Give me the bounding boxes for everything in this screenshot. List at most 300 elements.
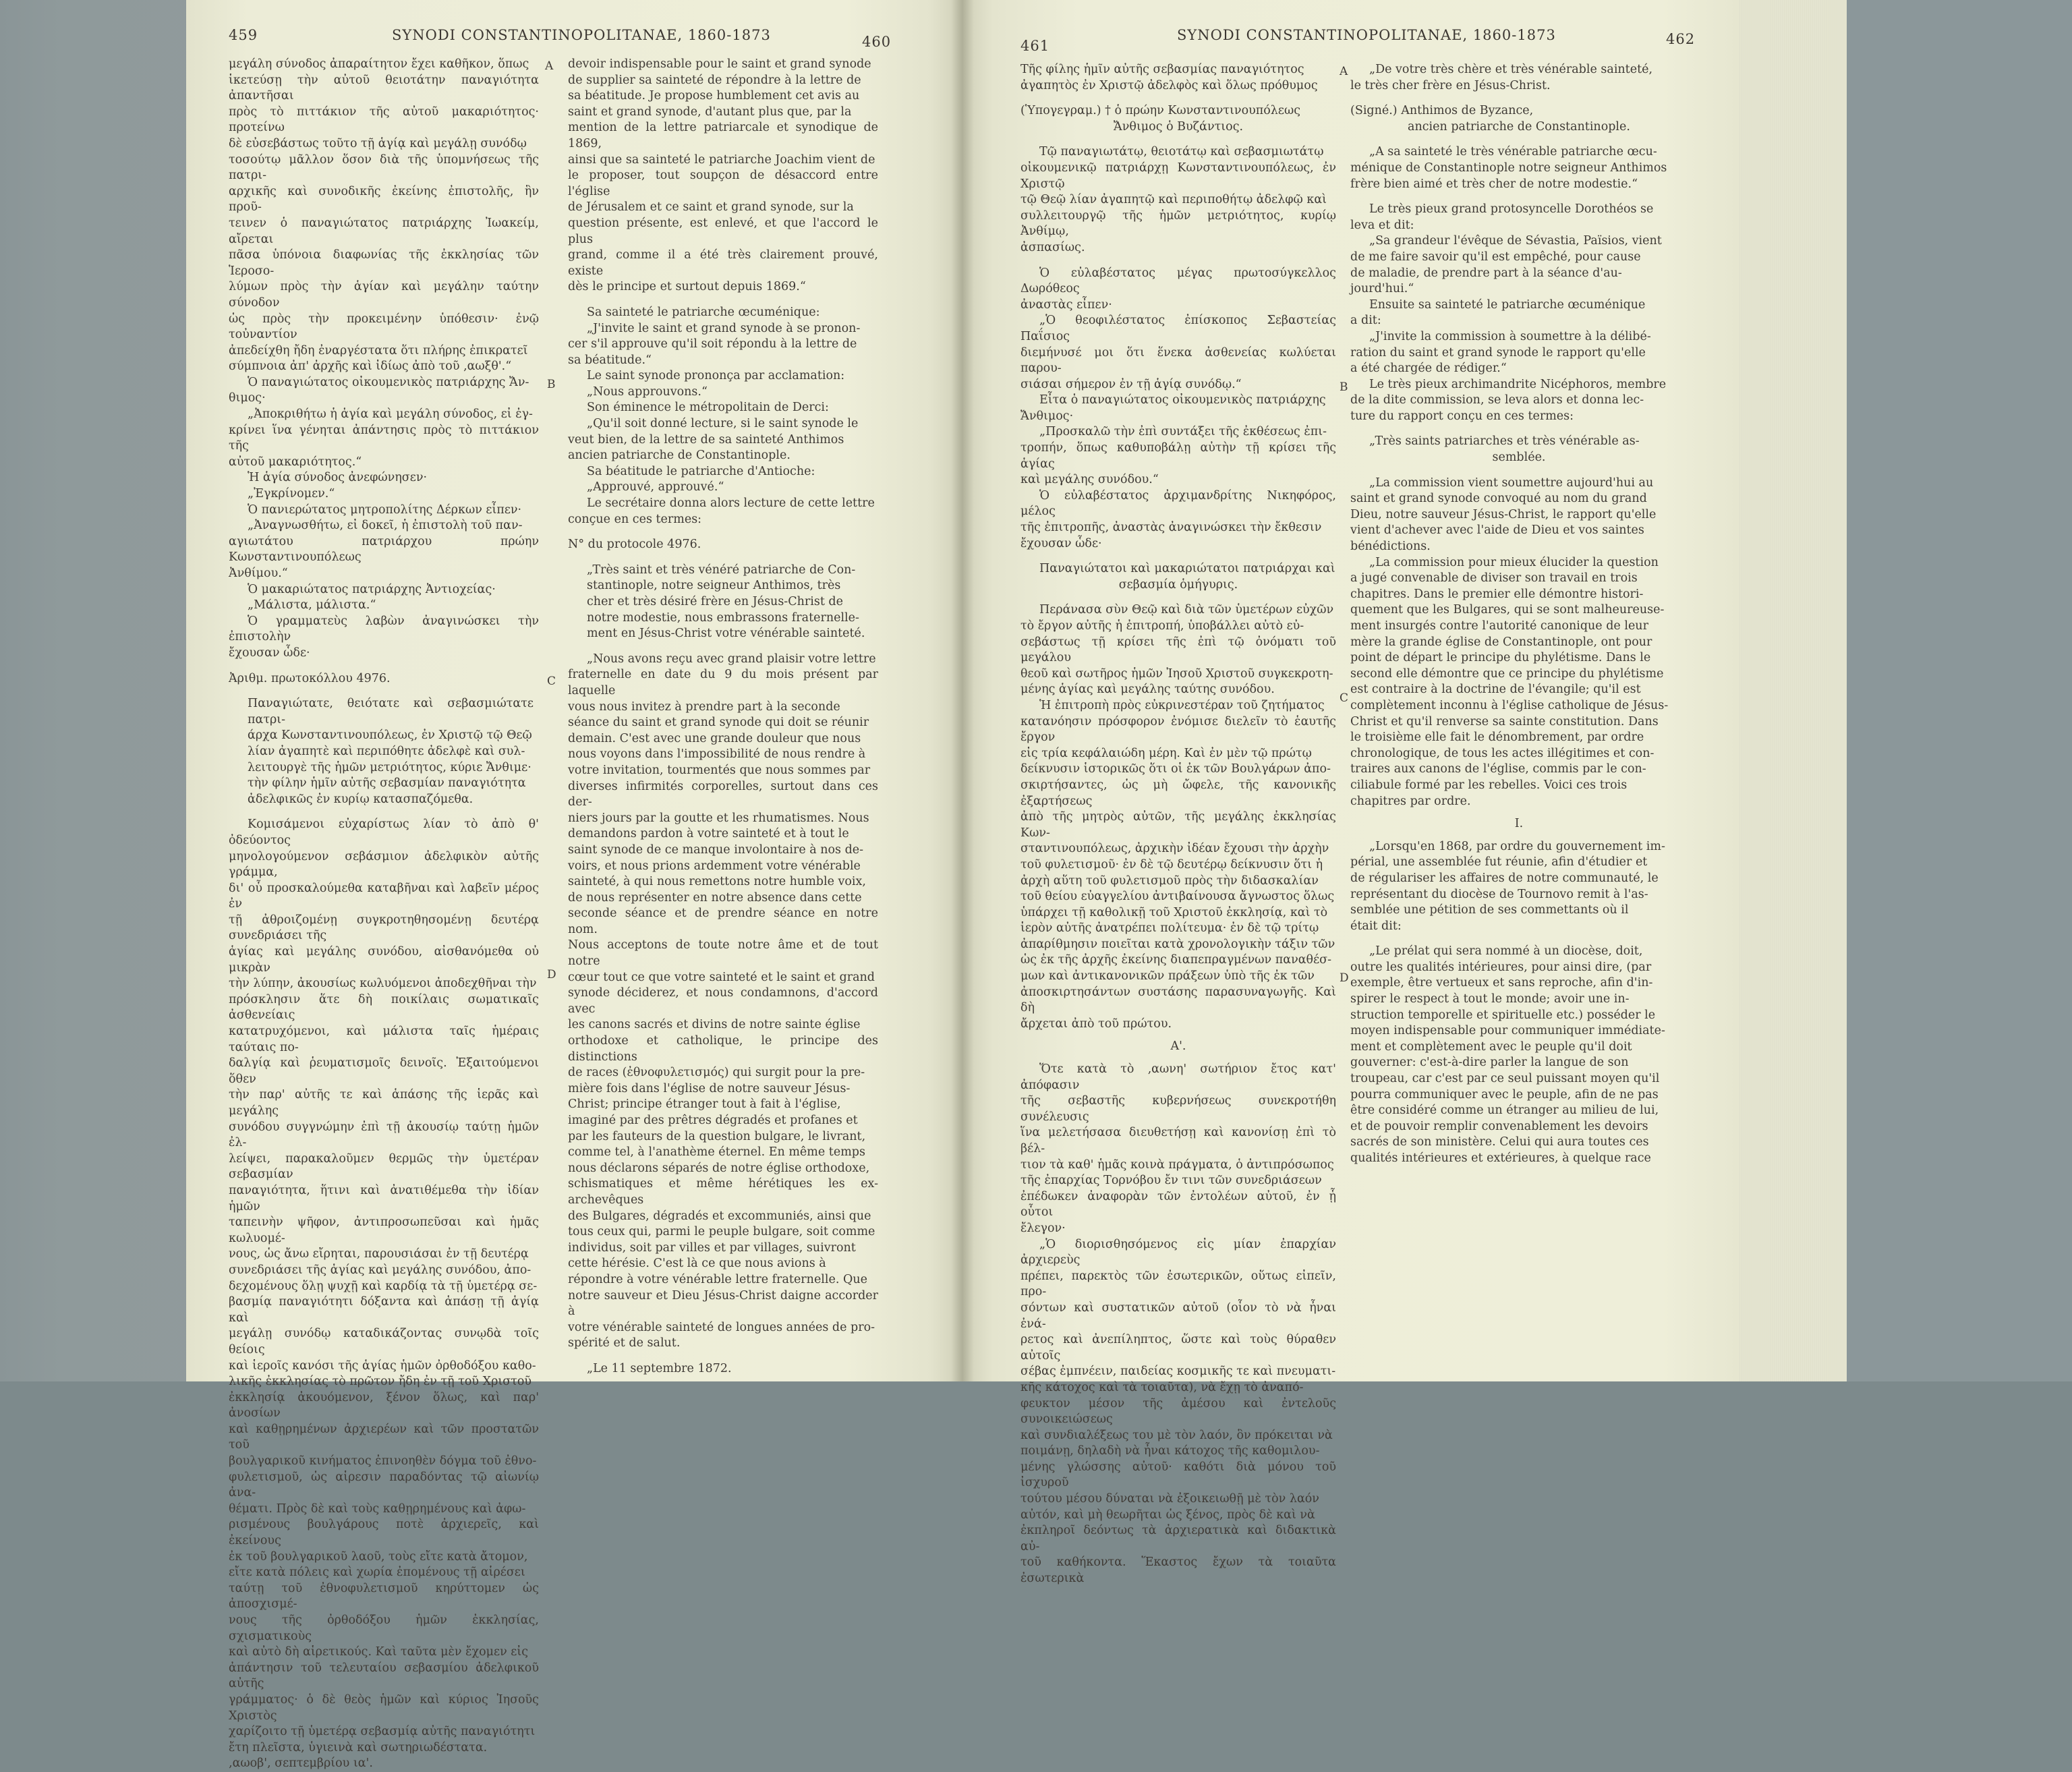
french-line: „J'invite le saint et grand synode à se pronon- — [587, 321, 861, 335]
french-line: sacrés de son ministère. Celui qui aura toutes ces — [1350, 1135, 1649, 1149]
french-line: „Qu'il soit donné lecture, si le saint synode le — [587, 417, 859, 431]
greek-line: αρχικῆς καὶ συνοδικῆς ἐκείνης ἐπιστολῆς, ἣν προῦ- — [229, 184, 539, 215]
french-line: comme tel, à l'anathème éternel. En même temps — [568, 1145, 865, 1160]
french-line: vous nous invitez à prendre part à la seconde — [568, 699, 840, 714]
greek-line: ἀπαρίθμησιν ποιεῖται κατὰ χρονολογικὴν τάξιν τῶν — [1020, 937, 1335, 951]
french-line: Sa béatitude le patriarche d'Antioche: — [587, 464, 815, 478]
greek-column-right — [1020, 62, 1336, 1587]
french-line: question présente, est enlevé, et que l'accord le plus — [568, 216, 878, 246]
greek-line: ἔχουσαν ὧδε· — [229, 646, 310, 660]
greek-line: ἵνα μελετήσασα διευθετήσῃ καὶ κανονίσῃ ἐπὶ τὸ βέλ- — [1020, 1126, 1336, 1155]
page-number-461: 461 — [1020, 38, 1050, 54]
french-line: „La commission pour mieux élucider la question — [1369, 555, 1659, 569]
greek-line: τῆς σεβαστῆς κυβερνήσεως συνεκροτήθη συνέλευσις — [1020, 1094, 1336, 1124]
greek-line: ἐκπληροῖ δεόντως τὰ ἀρχιερατικὰ καὶ διδακτικὰ αὐ- — [1020, 1524, 1336, 1553]
french-line: ment et complètement avec le peuple qu'il doit — [1350, 1039, 1632, 1054]
french-line: ciliabule formé par les rebelles. Voici ces trois — [1350, 778, 1628, 792]
greek-line: αὐτόν, καὶ μὴ θεωρῆται ὡς ξένος, πρὸς δὲ καὶ νὰ — [1020, 1508, 1315, 1522]
french-line: Le secrétaire donna alors lecture de cette lettre — [587, 496, 875, 511]
paragraph-gap — [568, 295, 878, 305]
greek-line: τοῦ φυλετισμοῦ· ἐν δὲ τῷ δευτέρῳ δείκνυσιν ὅτι ἡ — [1020, 857, 1323, 871]
section-heading: Α'. — [1170, 1039, 1186, 1054]
greek-line: ‚αωοβ', σεπτεμβρίου ια'. — [229, 1756, 373, 1771]
french-line: ainsi que sa sainteté le patriarche Joachim vient de — [568, 152, 875, 167]
greek-line: εἰς τρία κεφάλαιώδη μέρη. Καὶ ἐν μὲν τῷ πρώτῳ — [1020, 746, 1312, 760]
french-line: cœur tout ce que votre sainteté et le saint et grand — [568, 970, 875, 984]
french-line: „Sa grandeur l'évêque de Sévastia, Païsios, vient — [1369, 234, 1662, 248]
margin-letter-b: B — [547, 378, 556, 391]
french-line: votre invitation, tourmentés que nous sommes par — [568, 763, 871, 777]
greek-line: ἁγίας καὶ μεγάλης συνόδου, αἰσθανόμεθα οὐ μικρὰν — [229, 945, 539, 975]
greek-line: τοσούτῳ μᾶλλον ὅσον διὰ τῆς ὑπομνήσεως τῆς πατρι- — [229, 152, 539, 183]
greek-line: καὶ καθῃρημένων ἀρχιερέων καὶ τῶν προστατῶν τοῦ — [229, 1422, 539, 1452]
greek-line: ἀγαπητὸς ἐν Χριστῷ ἀδελφὸς καὶ ὅλως πρόθυμος — [1020, 78, 1318, 92]
paragraph-gap — [1020, 552, 1336, 561]
french-line: nous déclarons séparés de notre église orthodoxe, — [568, 1161, 870, 1175]
french-line: chronologique, de tous les actes illégitimes et con- — [1350, 746, 1654, 760]
greek-line: δὲ εὐσεβάστως τοῦτο τῇ ἁγίᾳ καὶ μεγάλῃ συνόδῳ — [229, 136, 527, 150]
french-line: notre modestie, nous embrassons fraternelle- — [587, 610, 859, 625]
greek-line: ἔλεγον· — [1020, 1221, 1066, 1235]
french-line: imaginé par des prêtres dégradés et profanes et — [568, 1114, 858, 1127]
french-line: „J'invite la commission à soumettre à la délibé- — [1369, 329, 1651, 343]
french-line: diverses infirmités corporelles, surtout dans ces der- — [568, 779, 878, 809]
greek-line: λικῆς ἐκκλησίας τὸ πρῶτον ἤδη ἐν τῇ τοῦ Χριστοῦ — [229, 1375, 532, 1389]
greek-line: εἴτε κατὰ πόλεις καὶ χωρία ἐπομένους τῇ αἱρέσει — [229, 1566, 525, 1580]
greek-line: ἐκ τοῦ βουλγαρικοῦ λαοῦ, τοὺς εἴτε κατὰ ἄτομον, — [229, 1549, 528, 1564]
greek-line: μων καὶ ἀντικανονικῶν πράξεων ὑπὸ τῆς ἐκ τῶν — [1020, 969, 1315, 983]
french-line: de nous représenter en notre absence dans cette — [568, 890, 862, 905]
french-line: des Bulgares, dégradés et excommuniés, ainsi que — [568, 1209, 871, 1223]
greek-line: Παναγιώτατοι καὶ μακαριώτατοι πατριάρχαι καὶ — [1039, 562, 1335, 576]
margin-letter-a: A — [545, 59, 554, 73]
greek-line: μένης ἁγίας καὶ μεγάλης ταύτης συνόδου. — [1020, 683, 1275, 697]
french-line: de maladie, de prendre part à la séance d'au- — [1350, 266, 1622, 280]
greek-line: ὡς ἐκ τῆς ἀρχῆς ἐκείνης διαπεπραγμένων παναθέσ- — [1020, 953, 1331, 967]
greek-line: τούτου μέσου δύναται νὰ ἐξοικειωθῇ μὲ τὸν λαόν — [1020, 1492, 1319, 1506]
greek-line: άρχα Κωνσταντινουπόλεως, ἐν Χριστῷ τῷ Θεῷ — [248, 728, 532, 743]
greek-line: τὴν λύπην, ἀκουσίως κωλυόμενοι ἀποδεχθῆναι τὴν — [229, 977, 537, 991]
french-line: leva et dit: — [1350, 218, 1414, 232]
french-line: „La commission vient soumettre aujourd'hui au — [1369, 476, 1654, 490]
greek-line: ὑπάρχει τῇ καθολικῇ τοῦ Χριστοῦ ἐκκλησίᾳ, καὶ τὸ — [1020, 905, 1328, 919]
greek-line: Ὁ εὐλαβέστατος ἀρχιμανδρίτης Νικηφόρος, μέλος — [1020, 488, 1336, 519]
french-line: synode déciderez, et nous condamnons, d'accord avec — [568, 986, 878, 1016]
greek-line: σεβασμία ὁμήγυρις. — [1118, 577, 1238, 592]
paragraph-gap — [1350, 94, 1688, 103]
french-line: est contraire à la doctrine de l'évangile; qu'il est — [1350, 683, 1641, 697]
french-line: mère la grande église de Constantinople, ont pour — [1350, 635, 1652, 649]
greek-line: σεβάστως τῇ κρίσει τῆς ἐπὶ τῷ ὀνόματι τοῦ μεγάλου — [1020, 635, 1336, 665]
french-line: N° du protocole 4976. — [568, 538, 701, 552]
greek-line: „Ἀναγνωσθήτω, εἰ δοκεῖ, ἡ ἐπιστολὴ τοῦ παν- — [248, 519, 523, 533]
french-line: frère bien aimé et très cher de notre modestie.“ — [1350, 177, 1638, 191]
greek-line: Τῆς φίλης ἡμῖν αὐτῆς σεβασμίας παναγιότητος — [1020, 63, 1304, 76]
french-line: bénédictions. — [1350, 540, 1431, 554]
greek-line: παναγιότητα, ἥτινι καὶ ἀνατιθέμεθα τὴν ἰδίαν ἡμῶν — [229, 1183, 539, 1213]
greek-line: ρισμένους βουλγάρους ποτὲ ἀρχιερεῖς, καὶ ἐκείνους — [229, 1518, 539, 1548]
french-line: de supplier sa sainteté de répondre à la lettre de — [568, 73, 861, 87]
section-heading: I. — [1514, 817, 1524, 831]
french-line: moyen indispensable pour communiquer immédiate- — [1350, 1024, 1665, 1038]
greek-line: αγιωτάτου πατριάρχου πρώην Κωνσταντινουπόλεως — [229, 534, 539, 565]
french-line: fraternelle en date du 9 du mois présent par laquelle — [568, 668, 878, 697]
paragraph-gap — [1350, 934, 1688, 944]
french-line: ment en Jésus-Christ votre vénérable sainteté. — [587, 627, 865, 641]
greek-line: ἀδελφικῶς ἐν κυρίῳ κατασπαζόμεθα. — [248, 792, 473, 806]
greek-line: Ἄνθιμος· — [1020, 409, 1074, 423]
french-line: seconde séance et de prendre séance en notre nom. — [568, 907, 878, 936]
french-line: mière fois dans l'église de notre sauveur Jésus- — [568, 1081, 851, 1095]
french-line: devoir indispensable pour le saint et grand synode — [568, 57, 871, 71]
french-line: vient d'achever avec l'aide de Dieu et vos saintes — [1350, 523, 1644, 538]
french-line: répondre à votre vénérable lettre fraternelle. Que — [568, 1272, 867, 1286]
greek-line: τοῦ καθήκοντα. Ἕκαστος ἔχων τὰ τοιαῦτα ἐσωτερικὰ — [1020, 1555, 1336, 1586]
greek-line: ἐπέδωκεν ἀναφορὰν τῶν ἐντολέων αὐτοῦ, ἐν ᾗ οὗτοι — [1020, 1189, 1336, 1220]
french-line: „Lorsqu'en 1868, par ordre du gouvernement im- — [1369, 839, 1665, 853]
french-line: et de pouvoir remplir convenablement les devoirs — [1350, 1119, 1648, 1133]
french-line: sa béatitude. Je propose humblement cet avis au — [568, 89, 860, 103]
french-line: spirer le respect à tout le monde; avoir une in- — [1350, 992, 1630, 1006]
greek-line: λείψει, παρακαλοῦμεν θερμῶς τὴν ὑμετέραν σεβασμίαν — [229, 1151, 539, 1182]
french-line: schismatiques et même hérétiques les ex-archevêques — [568, 1177, 878, 1207]
page-number-462: 462 — [1666, 31, 1696, 47]
french-line: séance du saint et grand synode qui doit se réunir — [568, 716, 869, 730]
greek-line: λύμων πρὸς τὴν ἁγίαν καὶ μεγάλην ταύτην σύνοδον — [229, 280, 539, 310]
margin-letter-c: C — [547, 675, 556, 688]
greek-line: σόντων καὶ συστατικῶν αὐτοῦ (οἷον τὸ νὰ ἦναι ἐνά- — [1020, 1301, 1336, 1331]
french-line: ancien patriarche de Constantinople. — [1408, 119, 1630, 134]
french-line: Ensuite sa sainteté le patriarche œcuménique — [1369, 297, 1646, 312]
french-line: qualités intérieures et extérieures, à quelque race — [1350, 1151, 1651, 1165]
french-line: de races (ἐθνοφυλετισμός) qui surgit pour la pre- — [568, 1066, 865, 1080]
french-line: sainteté, à qui nous remettons notre humble voix, — [568, 875, 866, 889]
greek-line: Ἀνθίμου.“ — [229, 567, 288, 580]
right-page — [962, 0, 1739, 1586]
page-number-460: 460 — [862, 34, 892, 50]
paragraph-gap — [568, 642, 878, 652]
french-line: Christ et qu'il renverse sa sainte constitution. Dans — [1350, 714, 1659, 728]
greek-line: ἄρχεται ἀπὸ τοῦ πρώτου. — [1020, 1017, 1172, 1031]
french-line: struction temporelle et spirituelle etc.) posséder le — [1350, 1008, 1656, 1022]
greek-line: τῷ Θεῷ λίαν ἀγαπητῷ καὶ περιποθήτῳ ἀδελφῷ καὶ — [1020, 193, 1327, 207]
french-line: tous ceux qui, parmi le peuple bulgare, soit comme — [568, 1225, 875, 1239]
greek-line: ἀπεδείχθη ἤδη ἐναργέστατα ὅτι πλήρης ἐπικρατεῖ — [229, 343, 528, 358]
greek-line: φυλετισμοῦ, ὡς αἱρεσιν παραδόντας τῷ αἰωνίῳ ἀνα- — [229, 1470, 539, 1500]
french-line: demandons pardon à votre sainteté et à tout le — [568, 827, 849, 841]
french-line: sa béatitude.“ — [568, 353, 652, 367]
greek-line: κατανόησιν πρόσφορον ἐνόμισε διελεῖν τὸ ἑαυτῆς ἔργον — [1020, 714, 1336, 745]
french-line: quement que les Bulgares, qui se sont malheureuse- — [1350, 603, 1665, 617]
french-line: „Nous approuvons.“ — [587, 384, 708, 399]
french-line: complètement inconnu à l'église catholique de Jésus- — [1350, 698, 1669, 712]
greek-line: λειτουργὲ τῆς ἡμῶν μετριότητος, κύριε Ἄνθιμε· — [248, 760, 531, 774]
greek-line: Περάνασα σὺν Θεῷ καὶ διὰ τῶν ὑμετέρων εὐχῶν — [1039, 603, 1334, 617]
french-line: Christ; principe étranger tout à fait à l'église, — [568, 1097, 841, 1112]
french-line: périal, une assemblée fut réunie, afin d'étudier et — [1350, 855, 1648, 869]
greek-line: ἀπὸ τῆς μητρὸς αὐτῶν, τῆς μεγάλης ἐκκλησίας Κων- — [1020, 810, 1336, 840]
french-line: point de départ le principe du phylétisme. Dans le — [1350, 651, 1651, 665]
greek-line: „Ὁ διορισθησόμενος εἰς μίαν ἐπαρχίαν ἀρχιερεὺς — [1020, 1237, 1336, 1267]
greek-line: Ὁ εὐλαβέστατος μέγας πρωτοσύγκελλος Δωρόθεος — [1020, 266, 1336, 296]
french-line: le troisième elle fait le dénombrement, par ordre — [1350, 731, 1644, 745]
running-title-left: SYNODI CONSTANTINOPOLITANAE, 1860-1873 — [392, 27, 771, 43]
paragraph-gap — [229, 662, 539, 671]
french-line: notre sauveur et Dieu Jésus-Christ daigne accorder à — [568, 1288, 878, 1319]
french-column-right — [1350, 62, 1688, 1167]
greek-line: θέματι. Πρὸς δὲ καὶ τοὺς καθῃρημένους καὶ ἀφω- — [229, 1502, 526, 1516]
french-line: ration du saint et grand synode le rapport qu'elle — [1350, 345, 1646, 360]
greek-line: Ἄνθιμος ὁ Βυζάντιος. — [1113, 119, 1244, 134]
greek-line: Ὁ μακαριώτατος πατριάρχης Ἀντιοχείας· — [248, 582, 496, 596]
paragraph-gap — [1020, 593, 1336, 602]
french-line: de me faire savoir qu'il est empêché, pour cause — [1350, 250, 1641, 264]
greek-column-left — [229, 57, 539, 1772]
greek-line: ἀρχὴ αὕτη τοῦ φυλετισμοῦ πρὸς τὴν διδασκαλίαν — [1020, 874, 1319, 888]
margin-letter-d-right: D — [1340, 971, 1349, 985]
french-line: (Signé.) Anthimos de Byzance, — [1350, 104, 1534, 118]
french-line: „Très saints patriarches et très vénérable as- — [1369, 434, 1640, 449]
greek-line: Ἡ ἐπιτροπὴ πρὸς εὐκρινεστέραν τοῦ ζητήματος — [1039, 698, 1325, 712]
margin-letter-a-right: A — [1340, 65, 1348, 78]
paragraph-gap — [568, 527, 878, 537]
french-line: Le très pieux archimandrite Nicéphoros, membre — [1369, 377, 1667, 391]
french-line: exemple, être vertueux et sans reproche, afin d'in- — [1350, 976, 1653, 990]
greek-line: συνόδου συγγνώμην ἐπὶ τῇ ἀκουσίῳ ταύτῃ ἡμῶν ἐλ- — [229, 1120, 539, 1150]
running-title-right: SYNODI CONSTANTINOPOLITANAE, 1860-1873 — [1177, 27, 1556, 43]
greek-line: πᾶσα ὑπόνοια διαφωνίας τῆς ἐκκλησίας τῶν Ἱεροσο- — [229, 248, 539, 278]
french-line: votre vénérable sainteté de longues années de pro- — [568, 1320, 875, 1334]
greek-line: σταντινουπόλεως, ἀρχικὴν ἰδέαν ἔχουσι τὴν ἀρχὴν — [1020, 842, 1329, 856]
greek-line: Εἶτα ὁ παναγιώτατος οἰκουμενικὸς πατριάρχης — [1039, 393, 1326, 407]
greek-line: πρὸς τὸ πιττάκιον τῆς αὐτοῦ μακαριότητος· προτείνω — [229, 105, 539, 135]
french-line: le très cher frère en Jésus-Christ. — [1350, 78, 1551, 92]
greek-line: χαρίζοιτο τῇ ὑμετέρᾳ σεβασμίᾳ αὐτῆς παναγιότητι — [229, 1725, 536, 1739]
greek-line: Ὁ παναγιώτατος οἰκουμενικὸς πατριάρχης Ἄν- — [248, 375, 529, 389]
french-line: cer s'il approuve qu'il soit répondu à la lettre de — [568, 337, 857, 351]
greek-line: τροπήν, ὅπως καθυποβάλῃ αὐτὴν τῇ κρίσει τῆς ἁγίας — [1020, 441, 1336, 471]
french-line: jourd'hui.“ — [1350, 282, 1414, 296]
french-line: de Jérusalem et ce saint et grand synode, sur la — [568, 200, 854, 215]
greek-line: σιάσαι σήμερον ἐν τῇ ἁγίᾳ συνόδῳ.“ — [1020, 377, 1242, 391]
french-line: de la dite commission, se leva alors et donna lec- — [1350, 393, 1644, 407]
greek-line: Κομισάμενοι εὐχαρίστως λίαν τὸ ἀπὸ θ' ὀδεύοντος — [229, 818, 539, 847]
greek-line: δείκνυσιν ἱστορικῶς ὅτι οἱ ἐκ τῶν Βουλγάρων ἀπο- — [1020, 762, 1331, 776]
greek-line: διεμήνυσέ μοι ὅτι ἕνεκα ἀσθενείας κωλύεται παρου- — [1020, 345, 1336, 376]
background-strip — [1847, 0, 2072, 1381]
paragraph-gap — [1020, 135, 1336, 144]
greek-line: νους, ὡς ἄνω εἴρηται, παρουσιάσαι ἐν τῇ δευτέρᾳ — [229, 1247, 529, 1261]
french-line: voirs, et nous prions ardemment votre vénérable — [568, 859, 861, 873]
french-line: individus, soit par villes et par villages, suivront — [568, 1240, 856, 1255]
greek-line: τῇ ἀθροιζομένῃ συγκροτηθησομένῃ δευτέρᾳ συνεδριάσει τῆς — [229, 913, 539, 943]
greek-line: „Ὁ θεοφιλέστατος ἐπίσκοπος Σεβαστείας Παΐσιος — [1020, 314, 1336, 343]
french-line: „Le prélat qui sera nommé à un diocèse, doit, — [1369, 944, 1643, 959]
french-line: a dit: — [1350, 314, 1381, 328]
left-page — [186, 0, 962, 1771]
greek-line: δεχομένους ὅλῃ ψυχῇ καὶ καρδίᾳ τὰ τῇ ὑμετέρᾳ σε- — [229, 1279, 538, 1293]
greek-line: μένης γλώσσης αὐτοῦ· καθότι διὰ μόνου τοῦ ἰσχυροῦ — [1020, 1460, 1336, 1490]
paragraph-gap — [1350, 192, 1688, 202]
greek-line: τῆς ἐπιτροπῆς, ἀναστὰς ἀναγινώσκει τὴν ἔκθεσιν — [1020, 521, 1322, 535]
greek-line: τῆς ἐπαρχίας Τορνόβου ἔν τινι τῶν συνεδριάσεων — [1020, 1174, 1322, 1188]
greek-line: Ἀριθμ. πρωτοκόλλου 4976. — [229, 671, 391, 685]
paragraph-gap — [1020, 94, 1336, 103]
greek-line: „Προσκαλῶ τὴν ἐπὶ συντάξει τῆς ἐκθέσεως ἐπι- — [1039, 425, 1327, 439]
french-line: être considéré comme un étranger au milieu de lui, — [1350, 1104, 1659, 1118]
greek-line: ἱκετεύσῃ τὴν αὐτοῦ θειοτάτην παναγιότητα ἀπαντῆσαι — [229, 73, 539, 103]
greek-line: μεγάλῃ συνόδῳ καταδικάζοντας συνῳδὰ τοῖς θείοις — [229, 1327, 539, 1356]
french-line: mention de la lettre patriarcale et synodique de 1869, — [568, 121, 878, 150]
french-line: gouverner: c'est-à-dire parler la langue de son — [1350, 1056, 1629, 1070]
greek-line: βασμίᾳ παναγιότητι δόξαντα καὶ ἁπάσῃ τῇ ἁγίᾳ καὶ — [229, 1295, 539, 1325]
greek-line: „Ἀποκριθήτω ἡ ἁγία καὶ μεγάλη σύνοδος, εἰ ἐγ- — [248, 407, 533, 422]
greek-line: καὶ ἱεροῖς κανόσι τῆς ἁγίας ἡμῶν ὀρθοδόξου καθο- — [229, 1359, 536, 1373]
greek-line: σκιρτήσαντες, ὡς μὴ ὤφελε, τῆς κανονικῆς ἐξαρτήσεως — [1020, 778, 1336, 808]
french-line: a jugé convenable de diviser son travail en trois — [1350, 571, 1638, 585]
french-line: traires aux canons de l'église, commis par le con- — [1350, 762, 1646, 776]
greek-line: δαλγίᾳ καὶ ῥευματισμοῖς δεινοῖς. Ἐξαιτούμενοι ὅθεν — [229, 1056, 539, 1086]
paragraph-gap — [229, 807, 539, 817]
greek-line: φευκτον μέσον τῆς ἀμέσου καὶ ἐντελοῦς συνοικειώσεως — [1020, 1396, 1336, 1427]
greek-line: συνεδριάσει τῆς ἁγίας καὶ μεγάλης συνόδου, ἀπο- — [229, 1263, 531, 1277]
french-line: saint synode de ce manque involontaire à nos de- — [568, 842, 864, 857]
greek-line: ἐκκλησίᾳ ἀκουόμενον, ξένον ὅλως, καὶ παρ' ἀνοσίων — [229, 1390, 539, 1421]
paragraph-gap — [1350, 466, 1688, 476]
french-line: cette hérésie. C'est là ce que nous avions à — [568, 1257, 826, 1271]
greek-line: θεοῦ καὶ σωτῆρος ἡμῶν Ἰησοῦ Χριστοῦ συγκεκροτη- — [1020, 666, 1333, 681]
french-line: chapitres par ordre. — [1350, 794, 1471, 808]
greek-line: σύμπνοια ἀπ' ἀρχῆς καὶ ἰδίως ἀπὸ τοῦ ‚αωξθ'.“ — [229, 360, 512, 374]
greek-line: τοῦ θείου εὐαγγελίου ἀντιβαίνουσα ἄγνωστος ὅλως — [1020, 890, 1335, 904]
greek-line: Τῷ παναγιωτάτῳ, θειοτάτῳ καὶ σεβασμιωτάτῳ — [1039, 145, 1324, 159]
french-line: Le saint synode prononça par acclamation: — [587, 369, 845, 383]
french-column-left — [568, 57, 878, 1377]
french-line: ture du rapport conçu en ces termes: — [1350, 409, 1574, 423]
paragraph-gap — [1350, 135, 1688, 144]
french-line: ment insurgés contre l'autorité canonique de leur — [1350, 619, 1648, 633]
paragraph-gap — [229, 687, 539, 696]
greek-line: σέβας ἐμπνέειν, παιδείας κοσμικῆς τε καὶ πνευματι- — [1020, 1365, 1336, 1379]
greek-line: Ὁ γραμματεὺς λαβὼν ἀναγινώσκει τὴν ἐπιστολὴν — [229, 614, 539, 644]
french-line: ménique de Constantinople notre seigneur Anthimos — [1350, 161, 1667, 175]
greek-line: ἀπάντησιν τοῦ τελευταίου σεβασμίου ἀδελφικοῦ αὐτῆς — [229, 1661, 539, 1691]
french-line: par les fauteurs de la question bulgare, le livrant, — [568, 1129, 866, 1143]
greek-line: τιον τὰ καθ' ἡμᾶς κοινὰ πράγματα, ὁ ἀντιπρόσωπος — [1020, 1157, 1334, 1172]
french-line: demain. C'est avec une grande douleur que nous — [568, 731, 861, 745]
greek-line: κῆς κάτοχος καὶ τὰ τοιαῦτα), νὰ ἔχῃ τὸ ἀναπό- — [1020, 1380, 1304, 1394]
paragraph-gap — [1350, 424, 1688, 434]
greek-line: συλλειτουργῷ τῆς ἡμῶν μετριότητος, κυρίῳ Ἀνθίμῳ, — [1020, 208, 1336, 239]
french-line: Le très pieux grand protosyncelle Dorothéos se — [1369, 202, 1654, 217]
french-line: „De votre très chère et très vénérable sainteté, — [1369, 63, 1653, 76]
greek-line: ὡς πρὸς τὴν προκειμένην ὑπόθεσιν· ἐνῷ τοὐναντίον — [229, 312, 539, 342]
greek-line: ταπεινὴν ψῆφον, ἀντιπροσωπεῦσαι καὶ ἡμᾶς κωλυομέ- — [229, 1216, 539, 1245]
paragraph-gap — [568, 553, 878, 563]
french-line: ancien patriarche de Constantinople. — [568, 449, 790, 463]
french-line: „A sa sainteté le très vénérable patriarche œcu- — [1369, 145, 1657, 159]
greek-line: Ὁ πανιερώτατος μητροπολίτης Δέρκων εἶπεν· — [248, 503, 522, 517]
greek-line: Παναγιώτατε, θειότατε καὶ σεβασμιώτατε πατρι- — [248, 697, 534, 726]
french-line: le proposer, tout soupçon de désaccord entre l'église — [568, 169, 878, 198]
french-line: saint et grand synode, d'autant plus que, par la — [568, 105, 852, 119]
french-line: Son éminence le métropolitain de Derci: — [587, 401, 829, 415]
french-line: les canons sacrés et divins de notre sainte église — [568, 1018, 861, 1032]
french-line: veut bien, de la lettre de sa sainteté Anthimos — [568, 432, 844, 447]
french-line: niers jours par la goutte et les rhumatismes. Nous — [568, 811, 869, 825]
margin-letter-b-right: B — [1340, 380, 1348, 394]
greek-line: (Ὑπογεγραμ.) † ὁ πρώην Κωνσταντινουπόλεως — [1020, 104, 1301, 118]
greek-line: λίαν ἀγαπητὲ καὶ περιπόθητε ἀδελφὲ καὶ συλ- — [248, 744, 525, 758]
page-number-459: 459 — [229, 27, 258, 43]
greek-line: ἱερὸν αὐτῆς ἀνατρέπει πολίτευμα· ἐν δὲ τῷ τρίτῳ — [1020, 921, 1319, 936]
french-line: troupeau, car c'est par ce seul puissant moyen qu'il — [1350, 1072, 1660, 1086]
french-line: cher et très désiré frère en Jésus-Christ de — [587, 595, 843, 608]
greek-line: μηνολογούμενον σεβάσμιον ἀδελφικὸν αὐτῆς γράμμα, — [229, 849, 539, 880]
french-line: chapitres. Dans le premier elle démontre histori- — [1350, 587, 1644, 601]
french-line: „Très saint et très vénéré patriarche de Con- — [587, 563, 856, 577]
french-line: de régulariser les affaires de notre communauté, le — [1350, 871, 1659, 885]
french-line: „Le 11 septembre 1872. — [587, 1361, 732, 1375]
book-gutter — [951, 0, 974, 1381]
greek-line: ἔχουσαν ὧδε· — [1020, 536, 1102, 550]
greek-line: „Μάλιστα, μάλιστα.“ — [248, 598, 376, 612]
french-line: semblée. — [1492, 451, 1546, 465]
greek-line: ἔτη πλεῖστα, ὑγιεινὰ καὶ σωτηριωδέστατα. — [229, 1740, 488, 1754]
greek-line: καὶ μεγάλης συνόδου.“ — [1020, 473, 1159, 487]
greek-line: ἀσπασίως. — [1020, 240, 1085, 254]
greek-line: ρετος καὶ ἀνεπίληπτος, ὥστε καὶ τοὺς θύραθεν αὐτοῖς — [1020, 1333, 1336, 1363]
greek-line: κατατρυχόμενοι, καὶ μάλιστα ταῖς ἡμέραις ταύταις πο- — [229, 1025, 539, 1054]
greek-line: τὸ ἔργον αὐτῆς ἡ ἐπιτροπή, ὑποβάλλει αὐτὸ εὐ- — [1020, 619, 1304, 633]
page-edges — [1739, 0, 1847, 1381]
paragraph-gap — [1020, 256, 1336, 266]
french-line: orthodoxe et catholique, le principe des distinctions — [568, 1034, 878, 1064]
french-line: stantinople, notre seigneur Anthimos, très — [587, 579, 841, 593]
greek-line: θιμος· — [229, 391, 266, 405]
greek-line: τὴν φίλην ἡμῖν αὐτῆς σεβασμίαν παναγιότητα — [248, 776, 526, 791]
greek-line: καὶ συνδιαλέξεως του μὲ τὸν λαόν, ὃν πρόκειται νὰ — [1020, 1428, 1333, 1442]
french-line: conçue en ces termes: — [568, 512, 702, 526]
french-line: spérité et de salut. — [568, 1336, 681, 1350]
french-line: Sa sainteté le patriarche œcuménique: — [587, 305, 820, 319]
french-line: second elle démontre que ce principe du phylétisme — [1350, 666, 1664, 681]
french-line: était dit: — [1350, 919, 1402, 933]
greek-line: τὴν παρ' αὐτῆς τε καὶ ἁπάσης τῆς ἱερᾶς καὶ μεγάλης — [229, 1088, 539, 1118]
greek-line: πρόσκλησιν ἅτε δὴ ποικίλαις σωματικαῖς ἀσθενείαις — [229, 992, 539, 1023]
french-line: nous voyons dans l'impossibilité de nous rendre à — [568, 747, 866, 762]
greek-line: μεγάλη σύνοδος ἀπαραίτητον ἔχει καθῆκον, ὅπως — [229, 57, 529, 71]
greek-line: „Ἐγκρίνομεν.“ — [248, 487, 335, 501]
greek-line: καὶ αὐτὸ δὴ αἱρετικούς. Καὶ ταῦτα μὲν ἔχομεν εἰς — [229, 1645, 528, 1659]
greek-line: αὐτοῦ μακαριότητος.“ — [229, 455, 362, 469]
french-line: pourra communiquer avec le peuple, afin de ne pas — [1350, 1087, 1659, 1102]
greek-line: κρίνει ἵνα γένηται ἀπάντησις πρὸς τὸ πιττάκιον τῆς — [229, 423, 539, 453]
greek-line: Ὅτε κατὰ τὸ ‚αωνη' σωτήριον ἔτος κατ' ἀπόφασιν — [1020, 1062, 1336, 1092]
greek-line: Ἡ ἁγία σύνοδος ἀνεφώνησεν· — [248, 471, 428, 485]
french-line: dès le principe et surtout depuis 1869.“ — [568, 280, 806, 294]
french-line: Nous acceptons de toute notre âme et de tout notre — [568, 938, 878, 969]
french-line: outre les qualités intérieures, pour ainsi dire, (par — [1350, 960, 1652, 974]
greek-line: τεινεν ὁ παναγιώτατος πατριάρχης Ἰωακείμ, αἴρεται — [229, 216, 539, 246]
greek-line: ἀναστὰς εἶπεν· — [1020, 297, 1112, 312]
greek-line: ποιμάνῃ, δηλαδὴ νὰ ἦναι κάτοχος τῆς καθομιλου- — [1020, 1444, 1320, 1458]
greek-line: οἰκουμενικῷ πατριάρχῃ Κωνσταντινουπόλεως, ἐν Χριστῷ — [1020, 161, 1336, 191]
greek-line: δι' οὗ προσκαλούμεθα καταβῆναι καὶ λαβεῖν μέρος ἐν — [229, 881, 539, 911]
greek-line: γράμματος· ὁ δὲ θεὸς ἡμῶν καὶ κύριος Ἰησοῦς Χριστὸς — [229, 1692, 539, 1723]
french-line: Dieu, notre sauveur Jésus-Christ, le rapport qu'elle — [1350, 507, 1657, 521]
french-line: „Nous avons reçu avec grand plaisir votre lettre — [587, 652, 876, 666]
